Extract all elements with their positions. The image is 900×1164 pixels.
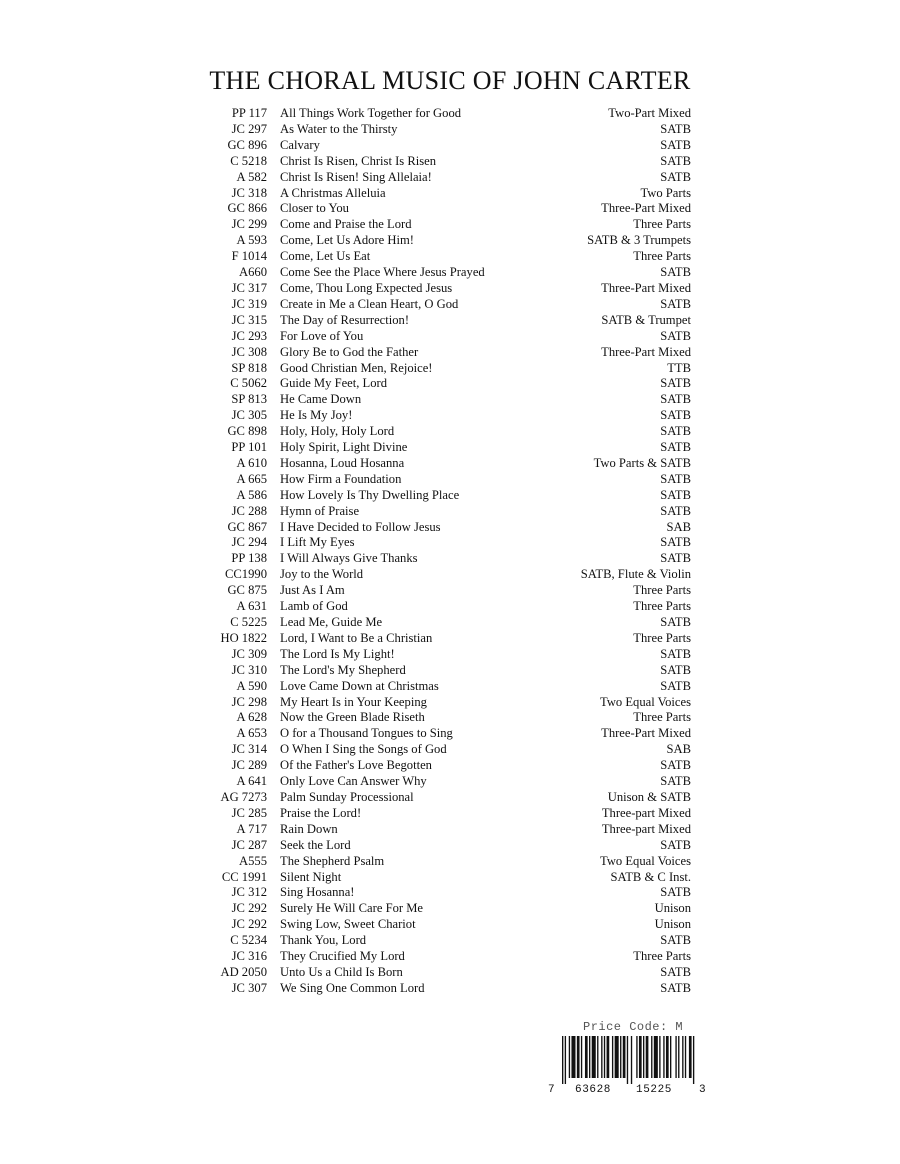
catalog-code: JC 298 <box>231 694 267 709</box>
catalog-voicing: TTB <box>667 360 691 375</box>
barcode-bar <box>643 1036 644 1078</box>
catalog-voicing: Three Parts <box>633 249 691 264</box>
catalog-row <box>200 361 700 377</box>
barcode-bar <box>636 1036 637 1078</box>
catalog-code: AD 2050 <box>220 964 267 979</box>
catalog-voicing: Unison <box>654 901 691 916</box>
catalog-title: We Sing One Common Lord <box>280 980 425 995</box>
catalog-code: GC 866 <box>227 201 267 216</box>
catalog-row <box>200 376 700 392</box>
barcode-bar <box>592 1036 596 1078</box>
catalog-voicing: Three-Part Mixed <box>601 201 691 216</box>
catalog-title: Christ Is Risen! Sing Allelaia! <box>280 169 432 184</box>
catalog-row <box>200 742 700 758</box>
catalog-title: Thank You, Lord <box>280 933 367 948</box>
barcode-bar <box>607 1036 610 1078</box>
catalog-code: JC 293 <box>231 328 267 343</box>
catalog-code: GC 867 <box>227 519 267 534</box>
catalog-voicing: SATB <box>660 440 691 455</box>
catalog-code: A 641 <box>236 774 267 789</box>
catalog-row <box>200 138 700 154</box>
catalog-code: JC 292 <box>231 917 267 932</box>
catalog-title: The Day of Resurrection! <box>280 312 410 327</box>
catalog-row <box>200 313 700 329</box>
catalog-title: Unto Us a Child Is Born <box>280 964 403 979</box>
catalog-voicing: SATB <box>660 424 691 439</box>
catalog-code: A 631 <box>236 599 267 614</box>
catalog-code: A 717 <box>236 821 267 836</box>
catalog-title: Christ Is Risen, Christ Is Risen <box>280 153 437 168</box>
catalog-voicing: SATB <box>660 296 691 311</box>
catalog-voicing: Three Parts <box>633 583 691 598</box>
catalog-title: The Lord's My Shepherd <box>280 662 406 677</box>
catalog-list <box>200 106 700 997</box>
catalog-code: A 610 <box>236 455 267 470</box>
price-code: Price Code: M <box>583 1020 684 1034</box>
barcode-bar <box>612 1036 613 1078</box>
catalog-voicing: SATB <box>660 678 691 693</box>
catalog-row <box>200 631 700 647</box>
catalog-title: Of the Father's Love Begotten <box>280 758 432 773</box>
catalog-row <box>200 408 700 424</box>
catalog-title: Sing Hosanna! <box>280 885 355 900</box>
catalog-voicing: SATB <box>660 980 691 995</box>
catalog-title: The Shepherd Psalm <box>280 853 385 868</box>
catalog-title: Come and Praise the Lord <box>280 217 412 232</box>
catalog-row <box>200 583 700 599</box>
catalog-code: A 665 <box>236 471 267 486</box>
catalog-voicing: SATB <box>660 137 691 152</box>
catalog-row <box>200 854 700 870</box>
catalog-row <box>200 599 700 615</box>
catalog-row <box>200 249 700 265</box>
catalog-code: A 593 <box>236 233 267 248</box>
catalog-code: JC 319 <box>231 296 267 311</box>
catalog-row <box>200 535 700 551</box>
catalog-code: JC 315 <box>231 312 267 327</box>
catalog-title: O When I Sing the Songs of God <box>280 742 447 757</box>
barcode-bar <box>569 1036 570 1078</box>
catalog-title: Holy, Holy, Holy Lord <box>280 424 395 439</box>
catalog-row <box>200 885 700 901</box>
catalog-voicing: SATB <box>660 121 691 136</box>
catalog-code: PP 138 <box>231 551 267 566</box>
catalog-title: Swing Low, Sweet Chariot <box>280 917 416 932</box>
catalog-row <box>200 758 700 774</box>
barcode-bar <box>577 1036 580 1078</box>
catalog-row <box>200 504 700 520</box>
catalog-voicing: Two Parts <box>640 185 691 200</box>
catalog-code: HO 1822 <box>220 630 267 645</box>
catalog-voicing: SATB <box>660 392 691 407</box>
catalog-voicing: SATB <box>660 487 691 502</box>
catalog-voicing: Two-Part Mixed <box>608 106 691 120</box>
catalog-voicing: SATB <box>660 964 691 979</box>
catalog-row <box>200 567 700 583</box>
catalog-title: Lamb of God <box>280 599 348 614</box>
barcode-lead-digit: 7 <box>548 1084 555 1096</box>
catalog-title: Just As I Am <box>280 583 345 598</box>
barcode-left-digits: 63628 <box>575 1084 612 1096</box>
catalog-row <box>200 774 700 790</box>
catalog-title: Come, Thou Long Expected Jesus <box>280 280 453 295</box>
catalog-voicing: SATB <box>660 535 691 550</box>
barcode-bars <box>562 1036 696 1084</box>
catalog-code: JC 310 <box>231 662 267 677</box>
catalog-code: JC 312 <box>231 885 267 900</box>
catalog-voicing: Three-Part Mixed <box>601 280 691 295</box>
catalog-voicing: SATB & C Inst. <box>610 869 691 884</box>
catalog-code: JC 305 <box>231 408 267 423</box>
catalog-row <box>200 392 700 408</box>
catalog-title: Lead Me, Guide Me <box>280 615 383 629</box>
catalog-code: GC 896 <box>227 137 267 152</box>
catalog-code: GC 898 <box>227 424 267 439</box>
catalog-voicing: SATB & 3 Trumpets <box>587 233 691 248</box>
catalog-code: A 653 <box>236 726 267 741</box>
catalog-row <box>200 345 700 361</box>
catalog-code: A555 <box>239 853 267 868</box>
catalog-row <box>200 520 700 536</box>
catalog-voicing: SATB <box>660 408 691 423</box>
barcode-bar <box>627 1036 628 1084</box>
catalog-code: GC 875 <box>227 583 267 598</box>
catalog-title: He Is My Joy! <box>280 408 353 423</box>
catalog-row <box>200 901 700 917</box>
catalog-code: A 628 <box>236 710 267 725</box>
catalog-voicing: SATB & Trumpet <box>601 312 691 327</box>
catalog-voicing: Three Parts <box>633 710 691 725</box>
catalog-row <box>200 472 700 488</box>
catalog-voicing: SATB <box>660 328 691 343</box>
catalog-title: Come See the Place Where Jesus Prayed <box>280 265 485 280</box>
catalog-voicing: Three Parts <box>633 217 691 232</box>
catalog-title: He Came Down <box>280 392 362 407</box>
catalog-row <box>200 965 700 981</box>
catalog-code: AG 7273 <box>220 789 267 804</box>
catalog-voicing: Two Equal Voices <box>600 853 691 868</box>
catalog-voicing: SATB, Flute & Violin <box>580 567 691 582</box>
catalog-title: O for a Thousand Tongues to Sing <box>280 726 453 741</box>
catalog-voicing: SATB <box>660 837 691 852</box>
catalog-voicing: Three-Part Mixed <box>601 726 691 741</box>
catalog-title: Praise the Lord! <box>280 805 362 820</box>
barcode-bar <box>693 1036 694 1084</box>
catalog-code: JC 309 <box>231 646 267 661</box>
catalog-row <box>200 790 700 806</box>
barcode-bar <box>565 1036 566 1084</box>
catalog-code: C 5225 <box>230 615 267 629</box>
catalog-voicing: Three Parts <box>633 949 691 964</box>
barcode-bar <box>615 1036 619 1078</box>
catalog-voicing: SAB <box>666 742 691 757</box>
catalog-voicing: Two Equal Voices <box>600 694 691 709</box>
catalog-voicing: Three-Part Mixed <box>601 344 691 359</box>
catalog-voicing: SATB <box>660 774 691 789</box>
catalog-title: How Firm a Foundation <box>280 471 402 486</box>
catalog-voicing: SAB <box>666 519 691 534</box>
catalog-code: SP 818 <box>231 360 267 375</box>
catalog-row <box>200 265 700 281</box>
barcode-right-digits: 15225 <box>636 1084 673 1096</box>
catalog-title: Glory Be to God the Father <box>280 344 419 359</box>
catalog-row <box>200 297 700 313</box>
catalog-voicing: SATB <box>660 471 691 486</box>
barcode-bar <box>646 1036 649 1078</box>
barcode-bar <box>571 1036 575 1078</box>
catalog-voicing: Three-part Mixed <box>601 821 691 836</box>
catalog-code: C 5218 <box>230 153 267 168</box>
catalog-voicing: SATB <box>660 885 691 900</box>
catalog-code: F 1014 <box>231 249 267 264</box>
barcode-bar <box>562 1036 563 1084</box>
catalog-title: Palm Sunday Processional <box>280 789 414 804</box>
catalog-row <box>200 663 700 679</box>
catalog-title: Create in Me a Clean Heart, O God <box>280 296 459 311</box>
catalog-row <box>200 949 700 965</box>
catalog-code: A 582 <box>236 169 267 184</box>
catalog-title: They Crucified My Lord <box>280 949 405 964</box>
catalog-code: JC 316 <box>231 949 267 964</box>
catalog-row <box>200 933 700 949</box>
catalog-row <box>200 424 700 440</box>
catalog-code: JC 318 <box>231 185 267 200</box>
catalog-title: My Heart Is in Your Keeping <box>280 694 427 709</box>
catalog-row <box>200 838 700 854</box>
catalog-code: A660 <box>239 265 267 280</box>
catalog-title: Hosanna, Loud Hosanna <box>280 455 405 470</box>
barcode <box>548 1036 718 1102</box>
catalog-code: JC 299 <box>231 217 267 232</box>
catalog-voicing: SATB <box>660 376 691 391</box>
catalog-title: Silent Night <box>280 869 342 884</box>
catalog-code: PP 101 <box>231 440 267 455</box>
catalog-code: SP 813 <box>231 392 267 407</box>
catalog-title: Lord, I Want to Be a Christian <box>280 630 433 645</box>
catalog-row <box>200 679 700 695</box>
catalog-row <box>200 201 700 217</box>
catalog-title: For Love of You <box>280 328 364 343</box>
barcode-bar <box>601 1036 602 1078</box>
barcode-bar <box>604 1036 605 1078</box>
catalog-code: JC 317 <box>231 280 267 295</box>
catalog-title: Seek the Lord <box>280 837 351 852</box>
catalog-voicing: SATB <box>660 503 691 518</box>
catalog-row <box>200 186 700 202</box>
catalog-title: Hymn of Praise <box>280 503 360 518</box>
catalog-code: JC 287 <box>231 837 267 852</box>
barcode-bar <box>675 1036 676 1078</box>
catalog-code: PP 117 <box>231 106 267 120</box>
barcode-bar <box>585 1036 588 1078</box>
catalog-title: Only Love Can Answer Why <box>280 774 427 789</box>
barcode-bar <box>639 1036 642 1078</box>
catalog-title: Calvary <box>280 137 320 152</box>
catalog-code: JC 288 <box>231 503 267 518</box>
catalog-code: C 5234 <box>230 933 267 948</box>
catalog-row <box>200 551 700 567</box>
catalog-row <box>200 440 700 456</box>
barcode-bar <box>659 1036 660 1078</box>
catalog-title: I Will Always Give Thanks <box>280 551 418 566</box>
catalog-code: JC 307 <box>231 980 267 995</box>
catalog-row <box>200 917 700 933</box>
barcode-bar <box>597 1036 598 1078</box>
catalog-voicing: SATB <box>660 758 691 773</box>
catalog-voicing: SATB <box>660 153 691 168</box>
barcode-bar <box>623 1036 626 1078</box>
catalog-voicing: Unison & SATB <box>607 789 691 804</box>
catalog-title: Come, Let Us Eat <box>280 249 371 264</box>
catalog-voicing: Three Parts <box>633 630 691 645</box>
catalog-code: JC 294 <box>231 535 267 550</box>
catalog-row <box>200 806 700 822</box>
catalog-row <box>200 329 700 345</box>
catalog-row <box>200 170 700 186</box>
catalog-title: How Lovely Is Thy Dwelling Place <box>280 487 460 502</box>
catalog-code: JC 285 <box>231 805 267 820</box>
catalog-row <box>200 726 700 742</box>
catalog-title: I Have Decided to Follow Jesus <box>280 519 441 534</box>
catalog-code: CC1990 <box>225 567 267 582</box>
catalog-row <box>200 981 700 997</box>
catalog-row <box>200 154 700 170</box>
catalog-code: C 5062 <box>230 376 267 391</box>
catalog-code: CC 1991 <box>221 869 267 884</box>
catalog-row <box>200 695 700 711</box>
catalog-voicing: SATB <box>660 551 691 566</box>
catalog-title: As Water to the Thirsty <box>280 121 398 136</box>
catalog-row <box>200 710 700 726</box>
catalog-code: JC 308 <box>231 344 267 359</box>
catalog-title: The Lord Is My Light! <box>280 646 395 661</box>
catalog-voicing: Three-part Mixed <box>601 805 691 820</box>
catalog-row <box>200 122 700 138</box>
catalog-voicing: Three Parts <box>633 599 691 614</box>
catalog-code: JC 289 <box>231 758 267 773</box>
barcode-bar <box>689 1036 692 1078</box>
catalog-row <box>200 615 700 631</box>
page-title: THE CHORAL MUSIC OF JOHN CARTER <box>209 66 691 95</box>
catalog-title: Joy to the World <box>280 567 364 582</box>
catalog-title: All Things Work Together for Good <box>280 106 462 120</box>
barcode-check-digit: 3 <box>699 1084 706 1096</box>
catalog-code: JC 314 <box>231 742 267 757</box>
catalog-title: Rain Down <box>280 821 338 836</box>
barcode-bar <box>620 1036 621 1078</box>
catalog-code: JC 297 <box>231 121 267 136</box>
catalog-title: Closer to You <box>280 201 349 216</box>
barcode-bar <box>670 1036 671 1078</box>
catalog-code: A 590 <box>236 678 267 693</box>
catalog-title: A Christmas Alleluia <box>280 185 386 200</box>
catalog-voicing: SATB <box>660 265 691 280</box>
catalog-title: Love Came Down at Christmas <box>280 678 439 693</box>
barcode-bar <box>666 1036 669 1078</box>
catalog-title: Good Christian Men, Rejoice! <box>280 360 433 375</box>
catalog-row <box>200 488 700 504</box>
catalog-row <box>200 456 700 472</box>
catalog-row <box>200 106 700 122</box>
catalog-title: I Lift My Eyes <box>280 535 355 550</box>
catalog-title: Now the Green Blade Riseth <box>280 710 425 725</box>
catalog-code: JC 292 <box>231 901 267 916</box>
catalog-row <box>200 217 700 233</box>
catalog-voicing: SATB <box>660 933 691 948</box>
barcode-bar <box>685 1036 686 1078</box>
barcode-bar <box>654 1036 658 1078</box>
catalog-voicing: SATB <box>660 662 691 677</box>
catalog-voicing: Two Parts & SATB <box>593 455 691 470</box>
catalog-title: Guide My Feet, Lord <box>280 376 388 391</box>
catalog-voicing: SATB <box>660 615 691 629</box>
barcode-bar <box>682 1036 683 1078</box>
barcode-bar <box>631 1036 632 1084</box>
catalog-row <box>200 870 700 886</box>
barcode-bar <box>678 1036 679 1078</box>
barcode-bar <box>589 1036 590 1078</box>
catalog-code: A 586 <box>236 487 267 502</box>
barcode-bar <box>663 1036 664 1078</box>
catalog-voicing: SATB <box>660 169 691 184</box>
catalog-voicing: Unison <box>654 917 691 932</box>
catalog-row <box>200 281 700 297</box>
catalog-row <box>200 233 700 249</box>
catalog-title: Come, Let Us Adore Him! <box>280 233 414 248</box>
catalog-voicing: SATB <box>660 646 691 661</box>
barcode-bar <box>651 1036 652 1078</box>
catalog-title: Surely He Will Care For Me <box>280 901 424 916</box>
catalog-title: Holy Spirit, Light Divine <box>280 440 408 455</box>
catalog-row <box>200 647 700 663</box>
catalog-row <box>200 822 700 838</box>
barcode-bar <box>581 1036 582 1078</box>
